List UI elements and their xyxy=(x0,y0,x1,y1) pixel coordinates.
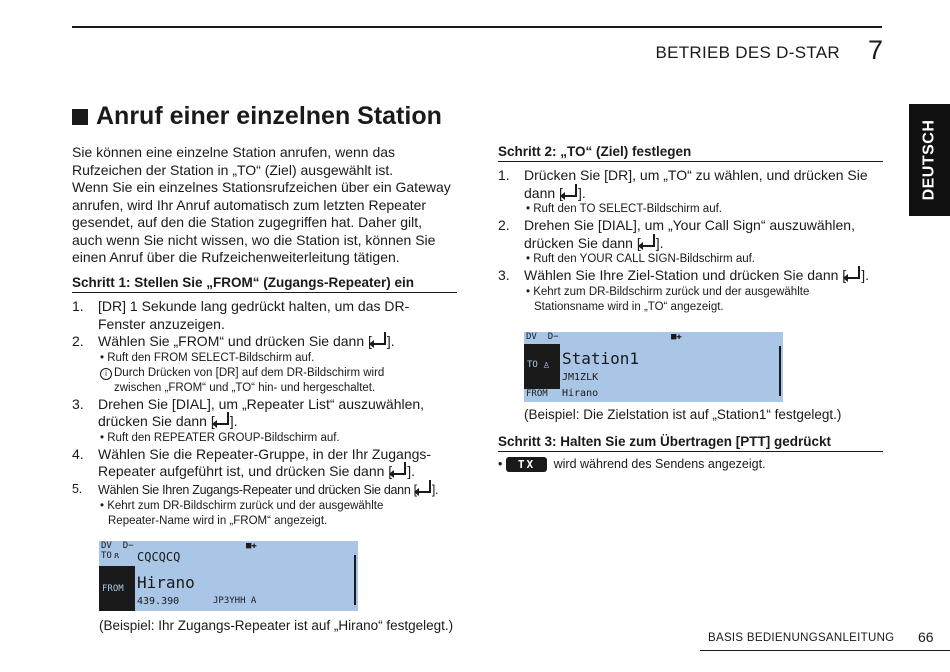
step-text: [DR] 1 Sekunde lang gedrückt halten, um das DR- xyxy=(98,298,410,314)
enter-key-icon xyxy=(393,462,406,475)
step2-item-3 xyxy=(498,267,883,315)
step-text-part: dann [ xyxy=(524,184,563,201)
intro-line: Rufzeichen der Station in „TO“ (Ziel) ausgewählt ist. xyxy=(72,161,394,178)
info-text: Durch Drücken von [DR] auf dem DR-Bildschirm wird xyxy=(114,366,385,379)
step2-list xyxy=(498,167,883,315)
step1-list xyxy=(72,298,457,529)
language-tab-label: DEUTSCH xyxy=(920,119,938,201)
lcd-to-value: CQCQCQ xyxy=(137,550,181,564)
step1-item-5 xyxy=(72,481,457,530)
lcd-repeater-name: Hirano xyxy=(137,573,195,592)
step-text-part: ]. xyxy=(431,482,439,497)
chapter-number: 7 xyxy=(867,35,883,65)
step-text xyxy=(524,185,883,203)
enter-key-icon xyxy=(564,184,577,197)
step1-item-2 xyxy=(72,333,457,396)
enter-key-icon xyxy=(642,234,655,247)
enter-key-icon xyxy=(847,266,860,279)
step-sub-note: Repeater-Name wird in „FROM“ angezeigt. xyxy=(108,515,328,527)
info-text: zwischen „FROM“ und „TO“ hin- und hergeschaltet. xyxy=(114,381,376,394)
step-sub-note: • Ruft den YOUR CALL SIGN-Bildschirm auf. xyxy=(526,253,755,265)
step-sub-note: • Ruft den TO SELECT-Bildschirm auf. xyxy=(526,203,722,215)
language-tab xyxy=(909,104,950,216)
person-icon: ♙ xyxy=(543,358,550,371)
step-number: 1. xyxy=(498,167,510,183)
step-text xyxy=(524,235,883,253)
step-text xyxy=(98,333,457,351)
step-text xyxy=(98,413,457,431)
intro-line: einen Anruf über die Rufzeichenweiterleitung tätigen. xyxy=(72,249,400,265)
step-number: 1. xyxy=(72,298,84,314)
step3-text: wird während des Sendens angezeigt. xyxy=(553,457,766,471)
step1-item-3 xyxy=(72,396,457,446)
step-text-part: drücken Sie dann [ xyxy=(98,413,215,429)
enter-key-icon xyxy=(418,480,431,493)
step-sub-note: Stationsname wird in „TO“ angezeigt. xyxy=(534,300,724,313)
lcd-display-from xyxy=(99,541,358,611)
lcd-to-label: TO xyxy=(527,360,538,370)
step-text-part: ]. xyxy=(861,267,869,283)
lcd-from-value: Hirano xyxy=(562,388,599,399)
intro-line: anrufen, wird Ihr Anruf automatisch zum letzten Repeater xyxy=(72,196,427,213)
lcd-callsign: JP3YHH A xyxy=(213,596,257,606)
lcd-caption-to: (Beispiel: Die Zielstation ist auf „Station1“ festgelegt.) xyxy=(524,407,842,422)
step-info-note xyxy=(98,366,457,381)
chapter-title: BETRIEB DES D-STAR xyxy=(655,43,840,62)
section-title xyxy=(72,102,442,131)
step-text: Fenster anzuzeigen. xyxy=(98,315,225,332)
enter-key-icon xyxy=(373,332,386,345)
step2-item-1 xyxy=(498,167,883,217)
square-bullet-icon xyxy=(72,109,88,125)
lcd-station-callsign: JM1ZLK xyxy=(562,372,599,383)
lcd-from-label: FROM xyxy=(526,389,548,399)
step-text-part: ]. xyxy=(407,463,415,479)
lcd-frequency: 439.390 xyxy=(137,596,180,607)
footer-rule xyxy=(700,650,950,651)
lcd-from-box xyxy=(99,566,135,611)
step-text-part: Wählen Sie „FROM“ und drücken Sie dann [ xyxy=(98,333,372,349)
info-icon: i xyxy=(100,368,112,380)
step-number: 3. xyxy=(72,395,84,412)
step2-heading: Schritt 2: „TO“ (Ziel) festlegen xyxy=(498,144,883,162)
step-number: 2. xyxy=(498,217,510,233)
step-sub-note: • Kehrt zum DR-Bildschirm zurück und der ausgewählte xyxy=(526,285,810,298)
step3-heading: Schritt 3: Halten Sie zum Übertragen [PTT] gedrückt xyxy=(498,434,883,452)
lcd-to-label: TO xyxy=(101,551,112,561)
step2-item-2 xyxy=(498,217,883,267)
intro-line: Sie können eine einzelne Station anrufen, wenn das xyxy=(72,144,396,160)
page-number: 66 xyxy=(918,629,934,645)
step-text-part: ]. xyxy=(655,234,664,251)
lcd-edge-bar xyxy=(779,346,781,396)
top-rule xyxy=(72,26,882,28)
step-number: 3. xyxy=(498,267,510,283)
step-number: 5. xyxy=(72,481,82,496)
step-text-part: Repeater aufgeführt ist, und drücken Sie dann [ xyxy=(98,463,393,479)
signal-icon: ■✚ xyxy=(671,332,682,342)
intro-line: gesendet, auf den die Station zugegriffen hat. Daher gilt, xyxy=(72,214,422,230)
step-sub-note: • Kehrt zum DR-Bildschirm zurück und der ausgewählte xyxy=(100,500,384,512)
step3-bullet xyxy=(498,457,883,472)
intro-line: auch wenn Sie nicht wissen, wo die Station ist, können Sie xyxy=(72,231,436,248)
repeater-icon: ጸ xyxy=(114,551,120,561)
step2-block xyxy=(498,144,883,315)
step1-heading: Schritt 1: Stellen Sie „FROM“ (Zugangs-Repeater) ein xyxy=(72,275,457,293)
lcd-to-box xyxy=(524,344,560,389)
intro-paragraph xyxy=(72,144,467,267)
step-text xyxy=(98,463,457,481)
lcd-mode: DV D− xyxy=(101,541,134,551)
step-sub-note: • Ruft den REPEATER GROUP-Bildschirm auf. xyxy=(100,431,340,444)
step-number: 4. xyxy=(72,445,84,462)
step-text-part: ]. xyxy=(386,333,395,349)
step1-block xyxy=(72,275,457,529)
intro-line: Wenn Sie ein einzelnes Stationsrufzeichen über ein Gateway xyxy=(72,179,451,195)
step-text-part: drücken Sie dann [ xyxy=(524,234,641,251)
lcd-caption-from: (Beispiel: Ihr Zugangs-Repeater ist auf „Hirano“ festgelegt.) xyxy=(99,618,454,633)
tx-badge: TX xyxy=(506,457,547,472)
step-text: Drehen Sie [DIAL], um „Your Call Sign“ auszuwählen, xyxy=(524,217,855,233)
step1-item-1 xyxy=(72,298,457,333)
step-text xyxy=(524,267,883,285)
step-text-part: ]. xyxy=(229,413,238,429)
enter-key-icon xyxy=(216,412,229,425)
lcd-station-name: Station1 xyxy=(562,349,640,368)
section-title-text: Anruf einer einzelnen Station xyxy=(96,102,442,130)
step-text: Wählen Sie die Repeater-Gruppe, in der Ihr Zugangs- xyxy=(98,445,432,462)
step-text-part: Wählen Sie Ihren Zugangs-Repeater und drücken Sie dann [ xyxy=(98,482,417,497)
step-text: Drehen Sie [DIAL], um „Repeater List“ auszuwählen, xyxy=(98,395,425,412)
step3-block xyxy=(498,434,883,472)
signal-icon: ■✚ xyxy=(246,541,257,551)
step-text: Drücken Sie [DR], um „TO“ zu wählen, und drücken Sie xyxy=(524,167,868,183)
lcd-edge-bar xyxy=(354,555,356,605)
step-text-part: Wählen Sie Ihre Ziel-Station und drücken Sie dann [ xyxy=(524,267,847,283)
step-number: 2. xyxy=(72,333,84,349)
step-text xyxy=(98,481,457,500)
step-text-part: ]. xyxy=(577,184,586,201)
step-sub-note: • Ruft den FROM SELECT-Bildschirm auf. xyxy=(100,351,315,364)
lcd-display-to xyxy=(524,332,783,402)
footer-manual-title: BASIS BEDIENUNGSANLEITUNG xyxy=(708,632,895,644)
lcd-from-label: FROM xyxy=(102,584,124,594)
step1-item-4 xyxy=(72,446,457,481)
bullet-mark: • xyxy=(498,457,503,471)
lcd-mode: DV D− xyxy=(526,332,559,342)
